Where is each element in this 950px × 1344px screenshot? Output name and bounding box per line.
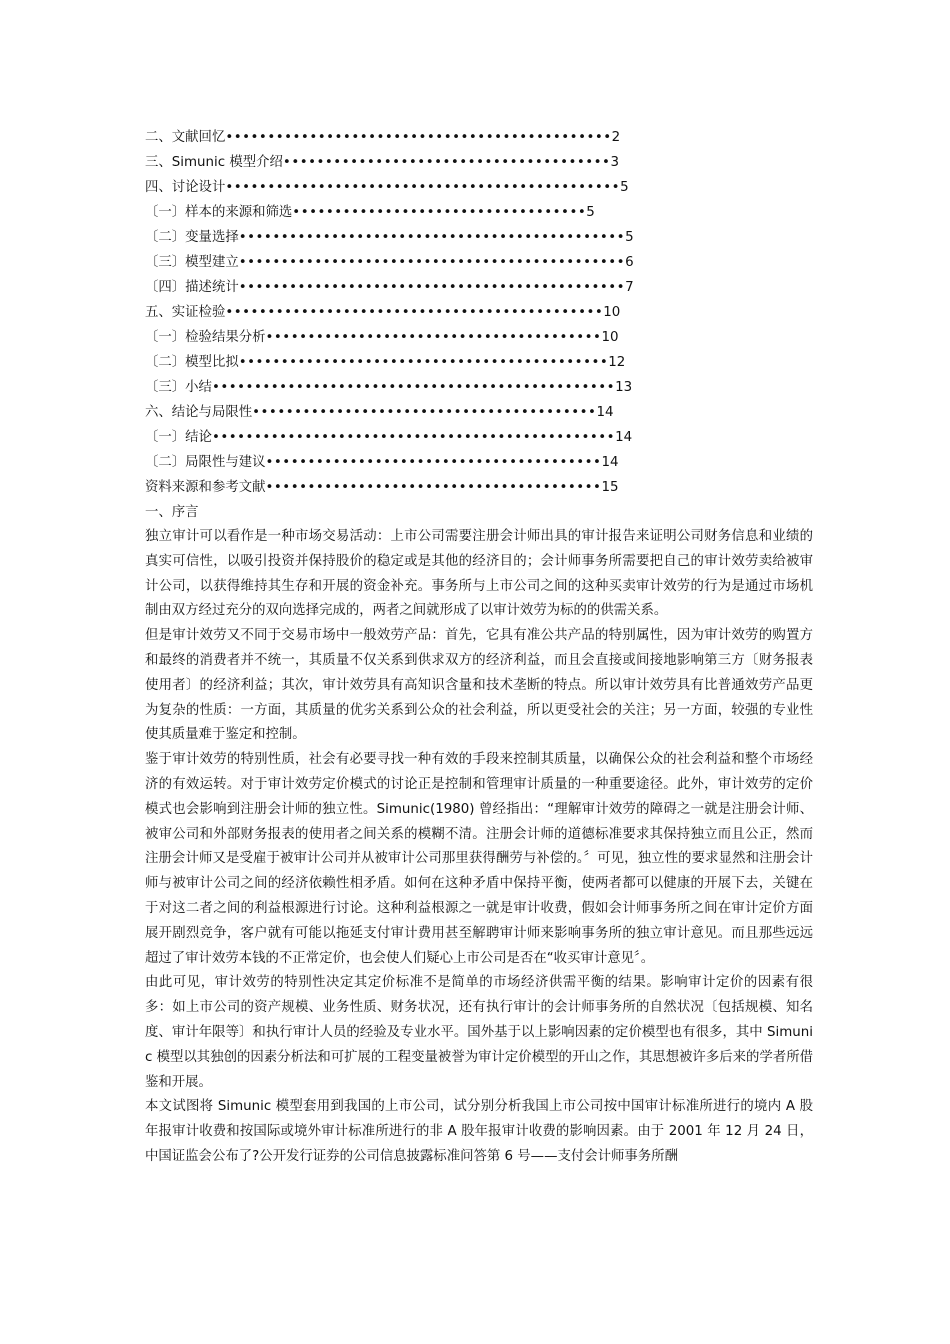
toc-leader: •••••••••••••••••••••••••••••••••••••••••••••• xyxy=(238,230,626,245)
toc-leader: ••••••••••••••••••••••••••••••••••••••••••••••• xyxy=(225,180,621,195)
toc-title: 〔一〕检验结果分析 xyxy=(145,330,266,345)
toc-entry[interactable] xyxy=(145,150,813,175)
toc-entry[interactable] xyxy=(145,375,813,400)
toc-leader: ••••••••••••••••••••••••••••••••••••••••••••• xyxy=(225,305,604,320)
toc-entry[interactable] xyxy=(145,450,813,475)
toc-page-number: 14 xyxy=(615,430,633,445)
toc-leader: •••••••••••••••••••••••••••••••••••••••••••••••• xyxy=(211,380,616,395)
toc-entry[interactable] xyxy=(145,200,813,225)
toc-page-number: 3 xyxy=(610,155,619,170)
toc-entry[interactable] xyxy=(145,175,813,200)
toc-entry[interactable] xyxy=(145,125,813,150)
table-of-contents xyxy=(145,125,813,500)
paragraph: 鉴于审计效劳的特别性质，社会有必要寻找一种有效的手段来控制其质量，以确保公众的社会利益和整个市场经济的有效运转。对于审计效劳定价模式的讨论正是控制和管理审计质量的一种重要途径。此外，审计效劳的定价模式也会影响到注册会计师的独立性。Simunic(1980) 曾经指出：“理解审计效劳的障碍之一就是注册会计师、被审公司和外部财务报表的使用者之间关系的模糊不清。注册会计师的道德标准要求其保持独立而且公正，然而注册会计师又是受雇于被审计公司并从被审计公司那里获得酬劳与补偿的。〞可见，独立性的要求显然和注册会计师与被审计公司之间的经济依赖性相矛盾。如何在这种矛盾中保持平衡，使两者都可以健康的开展下去，关键在于对这二者之间的利益根源进行讨论。这种利益根源之一就是审计收费，假如会计师事务所之间在审计定价方面展开剧烈竞争，客户就有可能以拖延支付审计费用甚至解聘审计师来影响事务所的独立审计意见。而且那些远远超过了审计效劳本钱的不正常定价，也会使人们疑心上市公司是否在“收买审计意见〞。 xyxy=(145,752,813,966)
toc-entry[interactable] xyxy=(145,400,813,425)
section-heading: 一、序言 xyxy=(145,505,199,520)
toc-title: 〔三〕模型建立 xyxy=(145,255,239,270)
toc-entry[interactable] xyxy=(145,250,813,275)
toc-page-number: 10 xyxy=(603,305,621,320)
toc-entry[interactable] xyxy=(145,425,813,450)
toc-page-number: 14 xyxy=(596,405,614,420)
body-text xyxy=(145,525,813,1170)
toc-title: 〔二〕局限性与建议 xyxy=(145,455,266,470)
toc-leader: •••••••••••••••••••••••••••••••••••••••• xyxy=(265,480,602,495)
toc-title: 四、讨论设计 xyxy=(145,180,226,195)
toc-leader: ••••••••••••••••••••••••••••••••••••••• xyxy=(282,155,611,170)
toc-page-number: 5 xyxy=(625,230,634,245)
toc-leader: •••••••••••••••••••••••••••••••••••••••• xyxy=(265,455,602,470)
toc-title: 六、结论与局限性 xyxy=(145,405,253,420)
toc-page-number: 15 xyxy=(601,480,619,495)
document-page xyxy=(145,125,813,1170)
toc-title: 〔四〕描述统计 xyxy=(145,280,239,295)
toc-leader: •••••••••••••••••••••••••••••••••••••••• xyxy=(265,330,602,345)
toc-title: 〔二〕模型比拟 xyxy=(145,355,239,370)
toc-leader: ••••••••••••••••••••••••••••••••••• xyxy=(292,205,587,220)
toc-entry[interactable] xyxy=(145,350,813,375)
toc-title: 〔二〕变量选择 xyxy=(145,230,239,245)
toc-title: 五、实证检验 xyxy=(145,305,226,320)
toc-page-number: 6 xyxy=(625,255,634,270)
toc-page-number: 5 xyxy=(620,180,629,195)
toc-entry[interactable] xyxy=(145,325,813,350)
toc-page-number: 2 xyxy=(611,130,621,145)
toc-page-number: 5 xyxy=(586,205,595,220)
paragraph: 本文试图将 Simunic 模型套用到我国的上市公司，试分别分析我国上市公司按中国审计标准所进行的境内 A 股年报审计收费和按国际或境外审计标准所进行的非 A 股年报审计收费的影响因素。由于 2001 年 12 月 24 日，中国证监会公布了?公开发行证券的公司信息披露标准问答第 6 号——支付会计师事务所酬 xyxy=(145,1099,813,1164)
toc-leader: •••••••••••••••••••••••••••••••••••••••••••• xyxy=(238,355,609,370)
toc-page-number: 10 xyxy=(601,330,619,345)
toc-title: 〔一〕样本的来源和筛选 xyxy=(145,205,293,220)
toc-title: 〔三〕小结 xyxy=(145,380,212,395)
paragraph: 但是审计效劳又不同于交易市场中一般效劳产品：首先，它具有准公共产品的特别属性，因为审计效劳的购置方和最终的消费者并不统一，其质量不仅关系到供求双方的经济利益，而且会直接或间接地影响第三方〔财务报表使用者〕的经济利益；其次，审计效劳具有高知识含量和技术垄断的特点。所以审计效劳具有比普通效劳产品更为复杂的性质：一方面，其质量的优劣关系到公众的社会利益，所以更受社会的关注；另一方面，较强的专业性使其质量难于鉴定和控制。 xyxy=(145,628,813,743)
toc-entry[interactable] xyxy=(145,475,813,500)
toc-title: 〔一〕结论 xyxy=(145,430,212,445)
toc-leader: •••••••••••••••••••••••••••••••••••••••••••••• xyxy=(238,280,626,295)
toc-page-number: 7 xyxy=(625,280,634,295)
toc-title: 资料来源和参考文献 xyxy=(145,480,266,495)
paragraph: 独立审计可以看作是一种市场交易活动：上市公司需要注册会计师出具的审计报告来证明公司财务信息和业绩的真实可信性，以吸引投资并保持股价的稳定或是其他的经济目的；会计师事务所需要把自己的审计效劳卖给被审计公司，以获得维持其生存和开展的资金补充。事务所与上市公司之间的这种买卖审计效劳的行为是通过市场机制由双方经过充分的双向选择完成的，两者之间就形成了以审计效劳为标的的供需关系。 xyxy=(145,529,813,619)
toc-page-number: 14 xyxy=(601,455,619,470)
toc-title: 二、文献回忆 xyxy=(145,130,226,145)
toc-entry[interactable] xyxy=(145,225,813,250)
toc-title: 三、Simunic 模型介绍 xyxy=(145,155,283,170)
toc-page-number: 13 xyxy=(615,380,633,395)
toc-entry[interactable] xyxy=(145,300,813,325)
toc-leader: ••••••••••••••••••••••••••••••••••••••••• xyxy=(252,405,597,420)
toc-leader: •••••••••••••••••••••••••••••••••••••••••••••••• xyxy=(211,430,616,445)
toc-leader: •••••••••••••••••••••••••••••••••••••••••••••• xyxy=(238,255,626,270)
toc-entry[interactable] xyxy=(145,275,813,300)
toc-leader: •••••••••••••••••••••••••••••••••••••••••••••• xyxy=(225,130,612,145)
paragraph: 由此可见，审计效劳的特别性决定其定价标准不是简单的市场经济供需平衡的结果。影响审计定价的因素有很多：如上市公司的资产规模、业务性质、财务状况，还有执行审计的会计师事务所的自然状况〔包括规模、知名度、审计年限等〕和执行审计人员的经验及专业水平。国外基于以上影响因素的定价模型也有很多，其中 Simunic 模型以其独创的因素分析法和可扩展的工程变量被誉为审计定价模型的开山之作，其思想被许多后来的学者所借鉴和开展。 xyxy=(145,975,813,1090)
toc-page-number: 12 xyxy=(608,355,626,370)
